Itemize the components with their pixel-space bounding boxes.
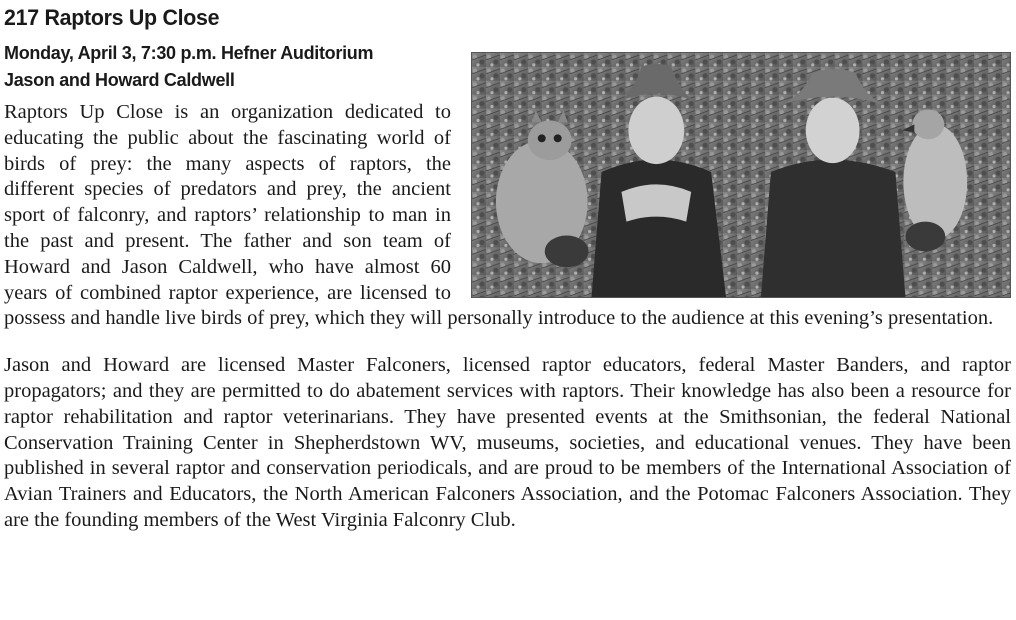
event-date-location: Monday, April 3, 7:30 p.m. Hefner Auditorium (4, 43, 374, 63)
event-title: 217 Raptors Up Close (4, 5, 220, 30)
falconers-with-owl-and-hawk-image (472, 53, 1010, 297)
event-listing (4, 4, 1011, 534)
description-paragraph-2: Jason and Howard are licensed Master Falconers, licensed raptor educators, federal Master Banders, and raptor propagators; and they are permitted to do abatement services with raptors. Their knowledge has also been a resource for raptor rehabilitation and raptor veterinarians. They have presented events at the Smithsonian, the federal National Conservation Training Center in Shepherdstown WV, museums, societies, and educational venues. They have been published in several raptor and conservation periodicals, and are proud to be members of the International Association of Avian Trainers and Educators, the North American Falconers Association, and the Potomac Falconers Association. They are the founding members of the West Virginia Falconry Club. (4, 354, 1011, 531)
presenters-photo (471, 52, 1011, 298)
event-presenters: Jason and Howard Caldwell (4, 70, 235, 90)
description-paragraph-1: Raptors Up Close is an organization dedicated to educating the public about the fascinating world of birds of prey: the many aspects of raptors, the different species of predators and prey, the ancient sport of falconry, and raptors’ relationship to man in the past and present. The father and son team of Howard and Jason Caldwell, who have almost 60 years of combined raptor experience, are licensed to possess and handle live birds of prey, which they will personally introduce to the audience at this evening’s presentation. (4, 101, 994, 330)
